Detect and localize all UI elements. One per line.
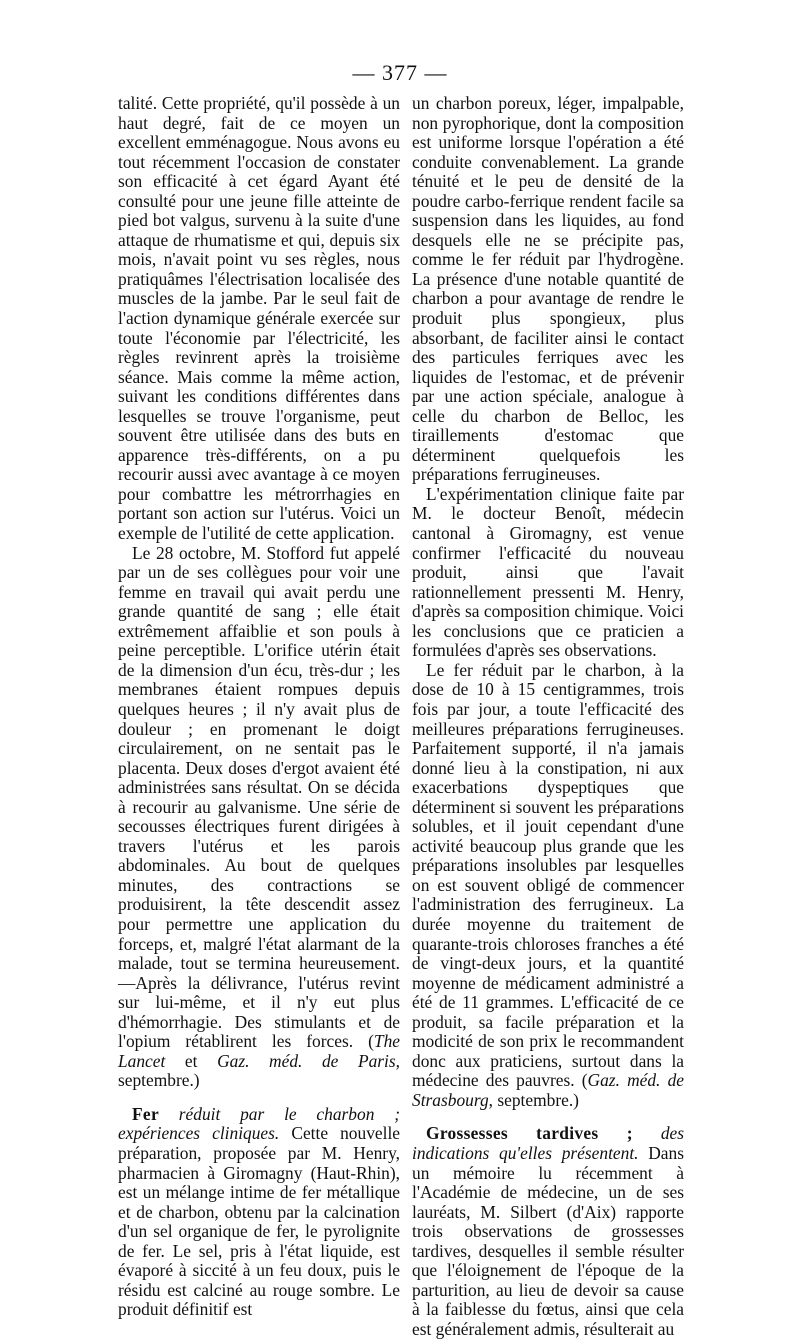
section-title-grossesses: Grossesses tardives ; (426, 1123, 633, 1144)
section-title-fer: Fer (132, 1103, 159, 1124)
source-conjunction: et (165, 1050, 218, 1071)
paragraph-benoit-experiment: L'expérimentation clinique faite par M. le docteur Benoît, médecin cantonal à Giromagny, est venue confirmer l'efficacité du nouveau produit, ainsi que l'avait rationnellement pressenti M. Henry, d'après sa composition chimique. Voici les conclusions que ce praticien a formulées d'après ses observations. (412, 483, 684, 661)
paragraph-conclusions (412, 661, 684, 1111)
source-gazette-strasbourg: Gaz. méd. de Strasbourg (412, 1070, 684, 1110)
source-gazette-paris: Gaz. méd. de Paris (217, 1050, 396, 1071)
conclusions-text: Le fer réduit par le charbon, à la dose de 10 à 15 centigrammes, trois fois par jour, a toute l'efficacité des meilleures préparations ferrugineuses. Parfaitement supporté, il n'a jamais donné lieu à la constipation, ni aux exacerbations dyspeptiques que déterminent si souvent les préparations solubles, et il jouit cependant d'une activité beaucoup plus grande que les préparations insolubles par lesquelles on est souvent obligé de commencer l'administration des ferrugineux. La durée moyenne du traitement de quarante-trois chloroses franches a été de vingt-deux jours, et la quantité moyenne de médicament administré a été de 11 grammes. L'efficacité de ce produit, sa facile préparation et la modicité de son prix le recommandent donc aux praticiens, surtout dans la médecine des pauvres. ( (412, 659, 684, 1091)
source-lancet: The Lancet (118, 1031, 400, 1071)
paragraph-charbon-description: un charbon poreux, léger, impalpable, non pyrophorique, dont la composition est uniforme lorsque l'opération a été conduite convenablement. La grande ténuité et le peu de densité de la poudre carbo-ferrique rendent facile sa suspension dans les liquides, au fond desquels elle ne se précipite pas, comme le fer réduit par l'hydrogène. La présence d'une notable quantité de charbon a pour avantage de rendre le produit plus spongieux, plus absorbant, de faciliter ainsi le contact des particules ferriques avec les liquides de l'estomac, et de prévenir par une action spéciale, analogue à celle du charbon de Belloc, les tiraillements d'estomac que déterminent quelquefois les préparations ferrugineuses. (412, 93, 684, 485)
section-grossesses-tardives (412, 1124, 684, 1339)
page-number: — 377 — (352, 60, 448, 85)
section-grossesses-text: Dans un mémoire lu récemment à l'Académie de médecine, un de ses lauréats, M. Silbert (d'Aix) rapporte trois observations de grossesses tardives, desquelles il semble résulter que l'éloignement de l'époque de la parturition, au lieu de devoir sa cause à la faiblesse du fœtus, ainsi que cela est généralement admis, résulterait au (412, 1142, 684, 1339)
paragraph-electrotherapy-continued: talité. Cette propriété, qu'il possède à un haut degré, fait de ce moyen un excellent emménagogue. Nous avons eu tout récemment l'occasion de constater son efficacité à cet égard Ayant été consulté pour une jeune fille atteinte de pied bot valgus, survenu à la suite d'une attaque de rhumatisme et qui, depuis six mois, n'avait point vu ses règles, nous pratiquâmes l'électrisation localisée des muscles de la jambe. Par le seul fait de l'action dynamique générale exercée sur toute l'économie par l'électricité, les règles revinrent après la troisième séance. Mais comme la même action, suivant les conditions différentes dans lesquelles se trouve l'organisme, peut souvent être utilisée dans des buts en apparence très-différents, on a pu recourir aussi avec avantage à ce moyen pour combattre les métrorrhagies en portant son action sur l'utérus. Voici un exemple de l'utilité de cette application. (118, 93, 400, 544)
section-fer-text: Cette nouvelle préparation, proposée par M. Henry, pharmacien à Giromagny (Haut-Rhin), est un mélange intime de fer métallique et de charbon, obtenu par la calcination d'un sel organique de fer, le pyrolignite de fer. Le sel, pris à l'état liquide, est évaporé à siccité à un feu doux, puis le résidu est calciné au rouge sombre. Le produit définitif est (118, 1123, 400, 1320)
left-column (118, 94, 400, 1320)
section-gap (412, 1110, 684, 1124)
stofford-case-text: Le 28 octobre, M. Stofford fut appelé par un de ses collègues pour voir une femme en travail qui avait perdu une grande quantité de sang ; elle était extrêmement affaiblie et son pouls à peine perceptible. L'orifice utérin était de la dimension d'un écu, très-dur ; les membranes étaient rompues depuis quelques heures ; il n'y avait plus de douleur ; en promenant le doigt circulairement, on ne sentait pas le placenta. Deux doses d'ergot avaient été administrées sans résultat. On se décida à recourir au galvanisme. Une série de secousses électriques furent dirigées à travers l'utérus et les parois abdominales. Au bout de quelques minutes, des contractions se produisirent, la tête descendit assez pour permettre une application du forceps, et, malgré l'état alarmant de la malade, tout se termina heureusement. —Après la délivrance, l'utérus revint sur lui-même, et il n'y eut plus d'hémorrhagie. Des stimulants et de l'opium rétablirent les forces. ( (118, 542, 400, 1052)
source-date: , septembre.) (118, 1050, 400, 1091)
section-gap (118, 1091, 400, 1105)
right-column (412, 94, 684, 1339)
source-date-strasbourg: , septembre.) (488, 1089, 579, 1110)
section-subtitle-fer: réduit par le charbon ; expériences cliniques. (118, 1103, 400, 1144)
section-subtitle-grossesses: des indications qu'elles présentent. (412, 1123, 684, 1163)
paragraph-stofford-case (118, 544, 400, 1091)
section-fer-reduit (118, 1105, 400, 1320)
